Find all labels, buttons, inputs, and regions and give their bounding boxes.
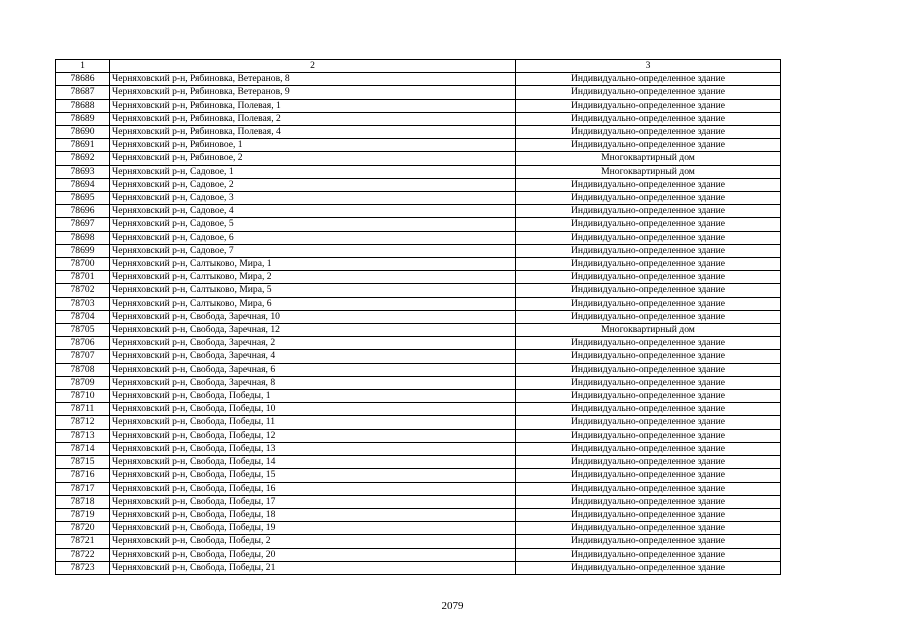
table-row <box>56 310 781 323</box>
row-number: 78709 <box>56 376 110 389</box>
table-row <box>56 258 781 271</box>
row-number: 78722 <box>56 548 110 561</box>
row-address: Черняховский р-н, Садовое, 5 <box>110 218 516 231</box>
column-header-1: 1 <box>56 60 110 73</box>
row-address: Черняховский р-н, Рябиновка, Полевая, 1 <box>110 99 516 112</box>
table-row <box>56 99 781 112</box>
row-address: Черняховский р-н, Свобода, Победы, 2 <box>110 535 516 548</box>
row-address: Черняховский р-н, Свобода, Победы, 18 <box>110 508 516 521</box>
table-row <box>56 218 781 231</box>
row-number: 78712 <box>56 416 110 429</box>
row-building-type: Индивидуально-определенное здание <box>516 456 781 469</box>
row-number: 78713 <box>56 429 110 442</box>
row-building-type: Индивидуально-определенное здание <box>516 469 781 482</box>
row-number: 78694 <box>56 178 110 191</box>
row-building-type: Многоквартирный дом <box>516 165 781 178</box>
row-building-type: Индивидуально-определенное здание <box>516 429 781 442</box>
row-building-type: Индивидуально-определенное здание <box>516 205 781 218</box>
row-building-type: Индивидуально-определенное здание <box>516 310 781 323</box>
row-number: 78719 <box>56 508 110 521</box>
table-row <box>56 271 781 284</box>
row-address: Черняховский р-н, Салтыково, Мира, 1 <box>110 258 516 271</box>
row-number: 78704 <box>56 310 110 323</box>
row-number: 78702 <box>56 284 110 297</box>
row-building-type: Индивидуально-определенное здание <box>516 139 781 152</box>
row-address: Черняховский р-н, Рябиновка, Полевая, 4 <box>110 126 516 139</box>
row-building-type: Индивидуально-определенное здание <box>516 442 781 455</box>
row-building-type: Индивидуально-определенное здание <box>516 284 781 297</box>
row-number: 78708 <box>56 363 110 376</box>
page-number: 2079 <box>441 600 464 612</box>
row-building-type: Индивидуально-определенное здание <box>516 178 781 191</box>
table-row <box>56 244 781 257</box>
row-building-type: Индивидуально-определенное здание <box>516 376 781 389</box>
table-row <box>56 376 781 389</box>
table-row <box>56 73 781 86</box>
document-table-container <box>55 59 780 575</box>
row-number: 78699 <box>56 244 110 257</box>
table-row <box>56 403 781 416</box>
row-address: Черняховский р-н, Рябиновка, Ветеранов, 8 <box>110 73 516 86</box>
row-building-type: Индивидуально-определенное здание <box>516 99 781 112</box>
row-address: Черняховский р-н, Свобода, Заречная, 4 <box>110 350 516 363</box>
row-building-type: Индивидуально-определенное здание <box>516 337 781 350</box>
column-header-2: 2 <box>110 60 516 73</box>
row-number: 78698 <box>56 231 110 244</box>
row-building-type: Индивидуально-определенное здание <box>516 112 781 125</box>
table-row <box>56 284 781 297</box>
row-number: 78695 <box>56 192 110 205</box>
row-building-type: Индивидуально-определенное здание <box>516 416 781 429</box>
row-number: 78703 <box>56 297 110 310</box>
row-address: Черняховский р-н, Рябиновка, Полевая, 2 <box>110 112 516 125</box>
table-row <box>56 495 781 508</box>
row-building-type: Многоквартирный дом <box>516 324 781 337</box>
row-number: 78715 <box>56 456 110 469</box>
row-number: 78718 <box>56 495 110 508</box>
table-row <box>56 297 781 310</box>
row-number: 78717 <box>56 482 110 495</box>
row-address: Черняховский р-н, Свобода, Заречная, 6 <box>110 363 516 376</box>
row-address: Черняховский р-н, Свобода, Победы, 13 <box>110 442 516 455</box>
row-building-type: Индивидуально-определенное здание <box>516 271 781 284</box>
row-address: Черняховский р-н, Садовое, 6 <box>110 231 516 244</box>
row-number: 78706 <box>56 337 110 350</box>
row-address: Черняховский р-н, Свобода, Победы, 12 <box>110 429 516 442</box>
row-address: Черняховский р-н, Салтыково, Мира, 5 <box>110 284 516 297</box>
row-building-type: Индивидуально-определенное здание <box>516 495 781 508</box>
row-address: Черняховский р-н, Садовое, 4 <box>110 205 516 218</box>
row-number: 78721 <box>56 535 110 548</box>
table-row <box>56 205 781 218</box>
table-row <box>56 126 781 139</box>
table-row <box>56 324 781 337</box>
row-number: 78692 <box>56 152 110 165</box>
row-building-type: Индивидуально-определенное здание <box>516 258 781 271</box>
table-row <box>56 442 781 455</box>
row-number: 78701 <box>56 271 110 284</box>
table-row <box>56 482 781 495</box>
row-address: Черняховский р-н, Садовое, 2 <box>110 178 516 191</box>
row-building-type: Индивидуально-определенное здание <box>516 244 781 257</box>
table-row <box>56 390 781 403</box>
row-building-type: Индивидуально-определенное здание <box>516 403 781 416</box>
row-number: 78711 <box>56 403 110 416</box>
row-address: Черняховский р-н, Свобода, Победы, 1 <box>110 390 516 403</box>
row-address: Черняховский р-н, Садовое, 7 <box>110 244 516 257</box>
row-address: Черняховский р-н, Свобода, Заречная, 2 <box>110 337 516 350</box>
row-number: 78696 <box>56 205 110 218</box>
row-building-type: Индивидуально-определенное здание <box>516 522 781 535</box>
row-number: 78720 <box>56 522 110 535</box>
column-header-3: 3 <box>516 60 781 73</box>
table-row <box>56 112 781 125</box>
row-building-type: Индивидуально-определенное здание <box>516 126 781 139</box>
row-building-type: Индивидуально-определенное здание <box>516 390 781 403</box>
row-number: 78686 <box>56 73 110 86</box>
row-address: Черняховский р-н, Салтыково, Мира, 2 <box>110 271 516 284</box>
row-building-type: Индивидуально-определенное здание <box>516 482 781 495</box>
row-number: 78689 <box>56 112 110 125</box>
table-row <box>56 192 781 205</box>
table-row <box>56 337 781 350</box>
table-row <box>56 416 781 429</box>
row-building-type: Индивидуально-определенное здание <box>516 218 781 231</box>
row-number: 78700 <box>56 258 110 271</box>
row-address: Черняховский р-н, Свобода, Победы, 16 <box>110 482 516 495</box>
row-building-type: Индивидуально-определенное здание <box>516 561 781 574</box>
row-building-type: Индивидуально-определенное здание <box>516 363 781 376</box>
row-building-type: Индивидуально-определенное здание <box>516 350 781 363</box>
row-number: 78714 <box>56 442 110 455</box>
table-row <box>56 86 781 99</box>
row-building-type: Индивидуально-определенное здание <box>516 548 781 561</box>
row-address: Черняховский р-н, Свобода, Победы, 19 <box>110 522 516 535</box>
row-number: 78693 <box>56 165 110 178</box>
table-row <box>56 561 781 574</box>
row-address: Черняховский р-н, Свобода, Победы, 20 <box>110 548 516 561</box>
table-row <box>56 350 781 363</box>
row-number: 78705 <box>56 324 110 337</box>
row-address: Черняховский р-н, Свобода, Победы, 10 <box>110 403 516 416</box>
row-address: Черняховский р-н, Свобода, Заречная, 8 <box>110 376 516 389</box>
table-body <box>56 73 781 575</box>
header-row <box>56 60 781 73</box>
table-row <box>56 535 781 548</box>
row-number: 78707 <box>56 350 110 363</box>
row-number: 78687 <box>56 86 110 99</box>
table-row <box>56 429 781 442</box>
row-building-type: Многоквартирный дом <box>516 152 781 165</box>
row-address: Черняховский р-н, Свобода, Победы, 17 <box>110 495 516 508</box>
row-number: 78691 <box>56 139 110 152</box>
table-row <box>56 522 781 535</box>
row-building-type: Индивидуально-определенное здание <box>516 297 781 310</box>
row-number: 78723 <box>56 561 110 574</box>
row-address: Черняховский р-н, Садовое, 1 <box>110 165 516 178</box>
row-address: Черняховский р-н, Свобода, Заречная, 12 <box>110 324 516 337</box>
table-row <box>56 139 781 152</box>
table-row <box>56 165 781 178</box>
row-building-type: Индивидуально-определенное здание <box>516 508 781 521</box>
row-building-type: Индивидуально-определенное здание <box>516 73 781 86</box>
row-address: Черняховский р-н, Рябиновка, Ветеранов, 9 <box>110 86 516 99</box>
table-row <box>56 178 781 191</box>
row-address: Черняховский р-н, Свобода, Победы, 21 <box>110 561 516 574</box>
row-address: Черняховский р-н, Свобода, Заречная, 10 <box>110 310 516 323</box>
table-row <box>56 152 781 165</box>
table-header <box>56 60 781 73</box>
row-number: 78688 <box>56 99 110 112</box>
table-row <box>56 548 781 561</box>
table-row <box>56 456 781 469</box>
row-number: 78710 <box>56 390 110 403</box>
row-address: Черняховский р-н, Рябиновое, 1 <box>110 139 516 152</box>
row-number: 78697 <box>56 218 110 231</box>
row-number: 78716 <box>56 469 110 482</box>
row-address: Черняховский р-н, Свобода, Победы, 11 <box>110 416 516 429</box>
row-address: Черняховский р-н, Свобода, Победы, 14 <box>110 456 516 469</box>
table-row <box>56 231 781 244</box>
row-address: Черняховский р-н, Садовое, 3 <box>110 192 516 205</box>
row-number: 78690 <box>56 126 110 139</box>
table-row <box>56 469 781 482</box>
row-address: Черняховский р-н, Рябиновое, 2 <box>110 152 516 165</box>
table-row <box>56 363 781 376</box>
row-address: Черняховский р-н, Салтыково, Мира, 6 <box>110 297 516 310</box>
row-building-type: Индивидуально-определенное здание <box>516 535 781 548</box>
buildings-table <box>55 59 781 575</box>
row-building-type: Индивидуально-определенное здание <box>516 192 781 205</box>
table-row <box>56 508 781 521</box>
row-address: Черняховский р-н, Свобода, Победы, 15 <box>110 469 516 482</box>
row-building-type: Индивидуально-определенное здание <box>516 231 781 244</box>
row-building-type: Индивидуально-определенное здание <box>516 86 781 99</box>
